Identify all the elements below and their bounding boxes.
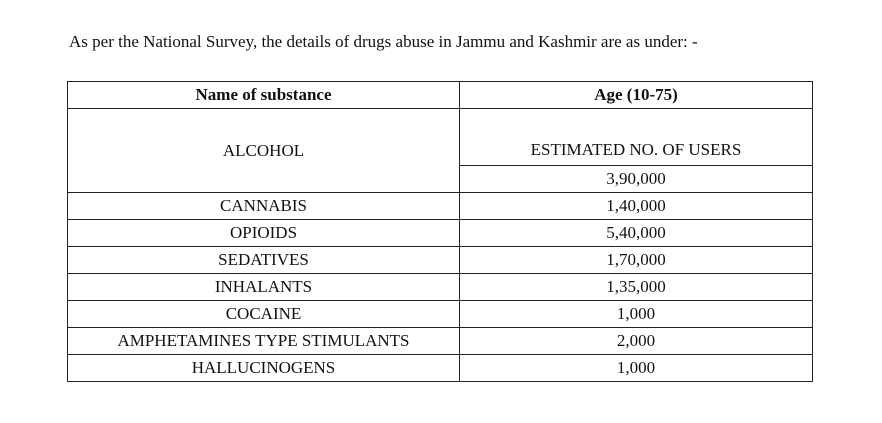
estimated-users-label: ESTIMATED NO. OF USERS	[460, 109, 813, 166]
users-cell: 1,40,000	[460, 193, 813, 220]
table-row	[68, 220, 813, 247]
substance-cell: INHALANTS	[68, 274, 460, 301]
header-age: Age (10-75)	[460, 82, 813, 109]
substance-cell: HALLUCINOGENS	[68, 355, 460, 382]
substance-cell: CANNABIS	[68, 193, 460, 220]
users-cell: 3,90,000	[460, 166, 813, 193]
substance-cell: COCAINE	[68, 301, 460, 328]
header-substance: Name of substance	[68, 82, 460, 109]
intro-paragraph: As per the National Survey, the details of drugs abuse in Jammu and Kashmir are as under: -	[69, 32, 698, 51]
table-row	[68, 274, 813, 301]
substance-cell: OPIOIDS	[68, 220, 460, 247]
users-cell: 1,35,000	[460, 274, 813, 301]
users-cell: 1,000	[460, 355, 813, 382]
substance-cell: ALCOHOL	[68, 109, 460, 193]
drug-abuse-table	[67, 81, 813, 382]
table-row	[68, 109, 813, 166]
table-row	[68, 355, 813, 382]
substance-cell: AMPHETAMINES TYPE STIMULANTS	[68, 328, 460, 355]
table-row	[68, 301, 813, 328]
users-cell: 5,40,000	[460, 220, 813, 247]
table-row	[68, 193, 813, 220]
users-cell: 1,000	[460, 301, 813, 328]
users-cell: 2,000	[460, 328, 813, 355]
table-row	[68, 328, 813, 355]
users-cell: 1,70,000	[460, 247, 813, 274]
substance-cell: SEDATIVES	[68, 247, 460, 274]
table-header-row	[68, 82, 813, 109]
table-row	[68, 247, 813, 274]
